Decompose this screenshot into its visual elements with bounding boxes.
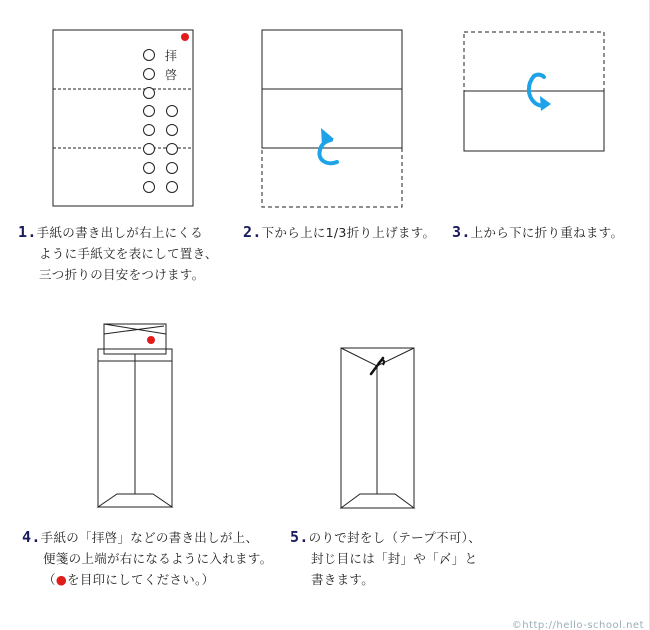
step4-line3 — [22, 569, 272, 590]
step4-envelope-insert — [98, 324, 172, 507]
step5-number: 5. — [290, 528, 309, 546]
red-marker-dot — [181, 33, 189, 41]
step1-caption — [18, 222, 218, 285]
credit-text: ©http://hello-school.net — [511, 620, 644, 630]
step4-line3-text: を目印にしてください。） — [67, 572, 215, 587]
step4-number: 4. — [22, 528, 41, 546]
letter-char-kei: 啓 — [165, 68, 178, 82]
step2-caption — [243, 222, 435, 243]
step1-number: 1. — [18, 223, 37, 241]
red-marker-dot — [147, 336, 155, 344]
step2-fold-diagram — [262, 30, 402, 207]
red-dot-icon: ● — [55, 572, 68, 587]
step3-caption — [452, 222, 623, 243]
step1-line2: ように手紙文を表にして置き、 — [39, 246, 218, 261]
letter-char-hai: 拝 — [165, 49, 178, 63]
step5-line3: 書きます。 — [311, 572, 375, 587]
step5-line1: のりで封をし（テープ不可）、 — [308, 530, 481, 545]
step3-number: 3. — [452, 223, 471, 241]
step1-line3: 三つ折りの目安をつけます。 — [39, 267, 205, 282]
step5-sealed-envelope — [341, 348, 414, 508]
step3-line1: 上から下に折り重ねます。 — [470, 225, 624, 240]
step4-paren-open: （ — [43, 572, 56, 587]
step2-line1: 下から上に1/3折り上げます。 — [261, 225, 436, 240]
step5-caption — [290, 527, 481, 590]
step1-letter-sheet — [53, 30, 193, 206]
step1-line1: 手紙の書き出しが右上にくる — [36, 225, 204, 240]
step4-line1: 手紙の「拝啓」などの書き出しが上、 — [40, 530, 259, 545]
step4-line2: 便箋の上端が右になるように入れます。 — [43, 551, 273, 566]
step5-line2: 封じ目には「封」や「〆」と — [311, 551, 478, 566]
step2-number: 2. — [243, 223, 262, 241]
step4-caption — [22, 527, 272, 590]
step3-fold-diagram — [464, 32, 604, 151]
